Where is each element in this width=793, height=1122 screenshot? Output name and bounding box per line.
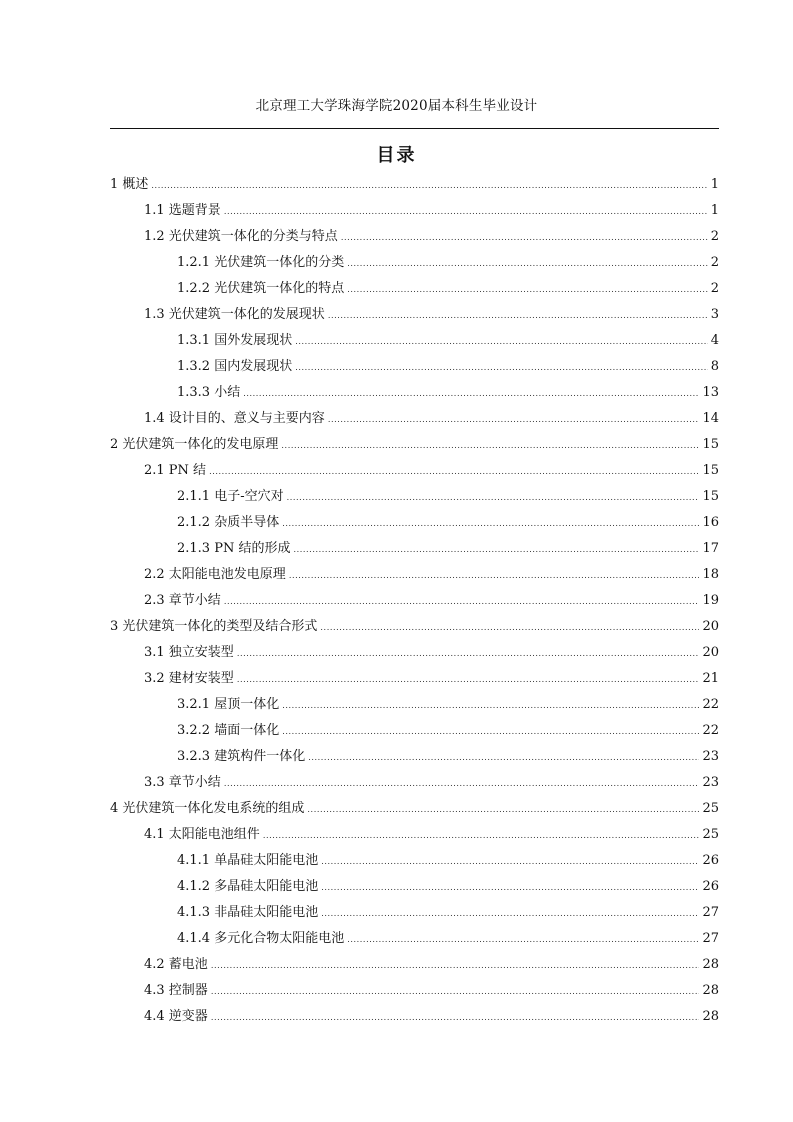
toc-entry[interactable] [110,588,719,614]
toc-leader-dots [211,953,700,979]
toc-entry-page: 28 [702,1009,719,1024]
toc-entry-page: 20 [702,645,719,660]
toc-entry-label: 3 光伏建筑一体化的类型及结合形式 [110,619,318,634]
toc-entry[interactable] [110,484,719,510]
toc-leader-dots [293,537,699,563]
toc-entry[interactable] [110,276,719,302]
toc-entry-page: 15 [702,489,719,504]
toc-entry[interactable] [110,380,719,406]
toc-entry-label: 3.2 建材安装型 [144,671,234,686]
toc-entry-label: 3.2.3 建筑构件一体化 [177,749,306,764]
toc-entry-page: 17 [702,541,719,556]
toc-entry-label: 4.1.1 单晶硅太阳能电池 [177,853,319,868]
toc-entry[interactable] [110,614,719,640]
toc-leader-dots [237,667,700,693]
toc-entry[interactable] [110,536,719,562]
toc-entry-page: 23 [702,749,719,764]
toc-leader-dots [151,173,707,199]
toc-leader-dots [341,225,708,251]
toc-entry-page: 25 [702,801,719,816]
toc-entry-label: 2.1.1 电子-空穴对 [177,489,284,504]
toc-entry-label: 2.3 章节小结 [144,593,221,608]
table-of-contents [110,172,719,1030]
toc-entry-page: 15 [702,463,719,478]
toc-entry-label: 1.4 设计目的、意义与主要内容 [144,411,325,426]
toc-leader-dots [328,303,708,329]
toc-entry[interactable] [110,354,719,380]
toc-leader-dots [224,771,700,797]
page-header: 北京理工大学珠海学院2020届本科生毕业设计 [255,98,538,114]
toc-entry-label: 4 光伏建筑一体化发电系统的组成 [110,801,305,816]
toc-entry-page: 8 [710,359,719,374]
toc-entry-label: 2 光伏建筑一体化的发电原理 [110,437,279,452]
toc-entry-label: 3.3 章节小结 [144,775,221,790]
toc-entry-page: 4 [710,333,719,348]
toc-leader-dots [289,563,700,589]
toc-leader-dots [328,407,700,433]
toc-entry[interactable] [110,718,719,744]
toc-entry[interactable] [110,796,719,822]
toc-entry[interactable] [110,302,719,328]
toc-entry-page: 2 [710,281,719,296]
toc-entry[interactable] [110,978,719,1004]
toc-entry-page: 23 [702,775,719,790]
toc-leader-dots [321,875,699,901]
toc-entry-label: 2.1.2 杂质半导体 [177,515,280,530]
toc-entry-label: 1 概述 [110,177,149,192]
toc-entry-page: 1 [710,203,719,218]
toc-entry[interactable] [110,458,719,484]
toc-entry-label: 1.3.1 国外发展现状 [177,333,293,348]
toc-entry-page: 28 [702,957,719,972]
toc-entry-label: 4.2 蓄电池 [144,957,208,972]
toc-entry[interactable] [110,848,719,874]
toc-entry-page: 27 [702,905,719,920]
toc-entry-label: 3.1 独立安装型 [144,645,234,660]
toc-entry-label: 2.1.3 PN 结的形成 [177,541,291,556]
toc-entry[interactable] [110,198,719,224]
toc-leader-dots [287,485,700,511]
toc-entry-label: 3.2.2 墙面一体化 [177,723,280,738]
toc-entry-page: 26 [702,853,719,868]
toc-leader-dots [211,979,700,1005]
toc-entry[interactable] [110,432,719,458]
toc-leader-dots [347,277,708,303]
toc-entry-page: 22 [702,723,719,738]
toc-leader-dots [263,823,700,849]
toc-leader-dots [308,745,699,771]
toc-entry[interactable] [110,822,719,848]
toc-entry-page: 21 [702,671,719,686]
toc-entry-label: 1.2.2 光伏建筑一体化的特点 [177,281,345,296]
toc-entry-label: 1.3 光伏建筑一体化的发展现状 [144,307,325,322]
toc-entry[interactable] [110,900,719,926]
toc-leader-dots [224,199,708,225]
toc-entry-label: 4.1.4 多元化合物太阳能电池 [177,931,345,946]
toc-entry[interactable] [110,640,719,666]
toc-entry-page: 28 [702,983,719,998]
toc-entry-page: 16 [702,515,719,530]
toc-leader-dots [282,719,699,745]
toc-entry-page: 25 [702,827,719,842]
toc-entry-page: 27 [702,931,719,946]
toc-entry-page: 3 [710,307,719,322]
toc-leader-dots [281,433,699,459]
toc-entry-label: 1.3.2 国内发展现状 [177,359,293,374]
toc-entry[interactable] [110,744,719,770]
toc-entry-page: 2 [710,255,719,270]
toc-leader-dots [347,927,699,953]
toc-entry-label: 1.2 光伏建筑一体化的分类与特点 [144,229,338,244]
toc-entry[interactable] [110,770,719,796]
toc-entry-page: 19 [702,593,719,608]
toc-entry[interactable] [110,1004,719,1030]
toc-title: 目录 [376,145,417,166]
toc-entry-page: 26 [702,879,719,894]
toc-entry[interactable] [110,952,719,978]
toc-leader-dots [321,849,699,875]
toc-leader-dots [282,511,699,537]
toc-entry[interactable] [110,406,719,432]
toc-leader-dots [243,381,699,407]
toc-entry-page: 20 [702,619,719,634]
toc-entry-page: 15 [702,437,719,452]
toc-entry-label: 4.4 逆变器 [144,1009,208,1024]
toc-entry[interactable] [110,692,719,718]
toc-leader-dots [209,459,699,485]
toc-entry-label: 4.1.3 非晶硅太阳能电池 [177,905,319,920]
toc-entry-label: 4.1 太阳能电池组件 [144,827,260,842]
toc-leader-dots [295,355,708,381]
toc-entry-page: 14 [702,411,719,426]
toc-entry[interactable] [110,172,719,198]
toc-leader-dots [237,641,700,667]
toc-entry-label: 4.3 控制器 [144,983,208,998]
toc-entry-label: 1.3.3 小结 [177,385,241,400]
toc-entry-label: 1.2.1 光伏建筑一体化的分类 [177,255,345,270]
toc-leader-dots [307,797,699,823]
toc-leader-dots [224,589,700,615]
toc-leader-dots [295,329,708,355]
header-rule [110,128,719,129]
toc-entry-label: 2.2 太阳能电池发电原理 [144,567,286,582]
toc-entry[interactable] [110,328,719,354]
toc-entry-label: 2.1 PN 结 [144,463,207,478]
toc-entry-page: 2 [710,229,719,244]
toc-leader-dots [282,693,699,719]
toc-entry[interactable] [110,666,719,692]
toc-entry-label: 3.2.1 屋顶一体化 [177,697,280,712]
toc-leader-dots [347,251,708,277]
toc-entry-label: 1.1 选题背景 [144,203,221,218]
toc-entry[interactable] [110,562,719,588]
toc-entry-page: 13 [702,385,719,400]
toc-leader-dots [320,615,699,641]
toc-entry-page: 22 [702,697,719,712]
toc-leader-dots [321,901,699,927]
toc-leader-dots [211,1005,700,1031]
toc-entry-page: 18 [702,567,719,582]
toc-entry[interactable] [110,926,719,952]
toc-entry-page: 1 [710,177,719,192]
toc-entry[interactable] [110,874,719,900]
toc-entry-label: 4.1.2 多晶硅太阳能电池 [177,879,319,894]
toc-entry[interactable] [110,510,719,536]
toc-entry[interactable] [110,250,719,276]
toc-entry[interactable] [110,224,719,250]
